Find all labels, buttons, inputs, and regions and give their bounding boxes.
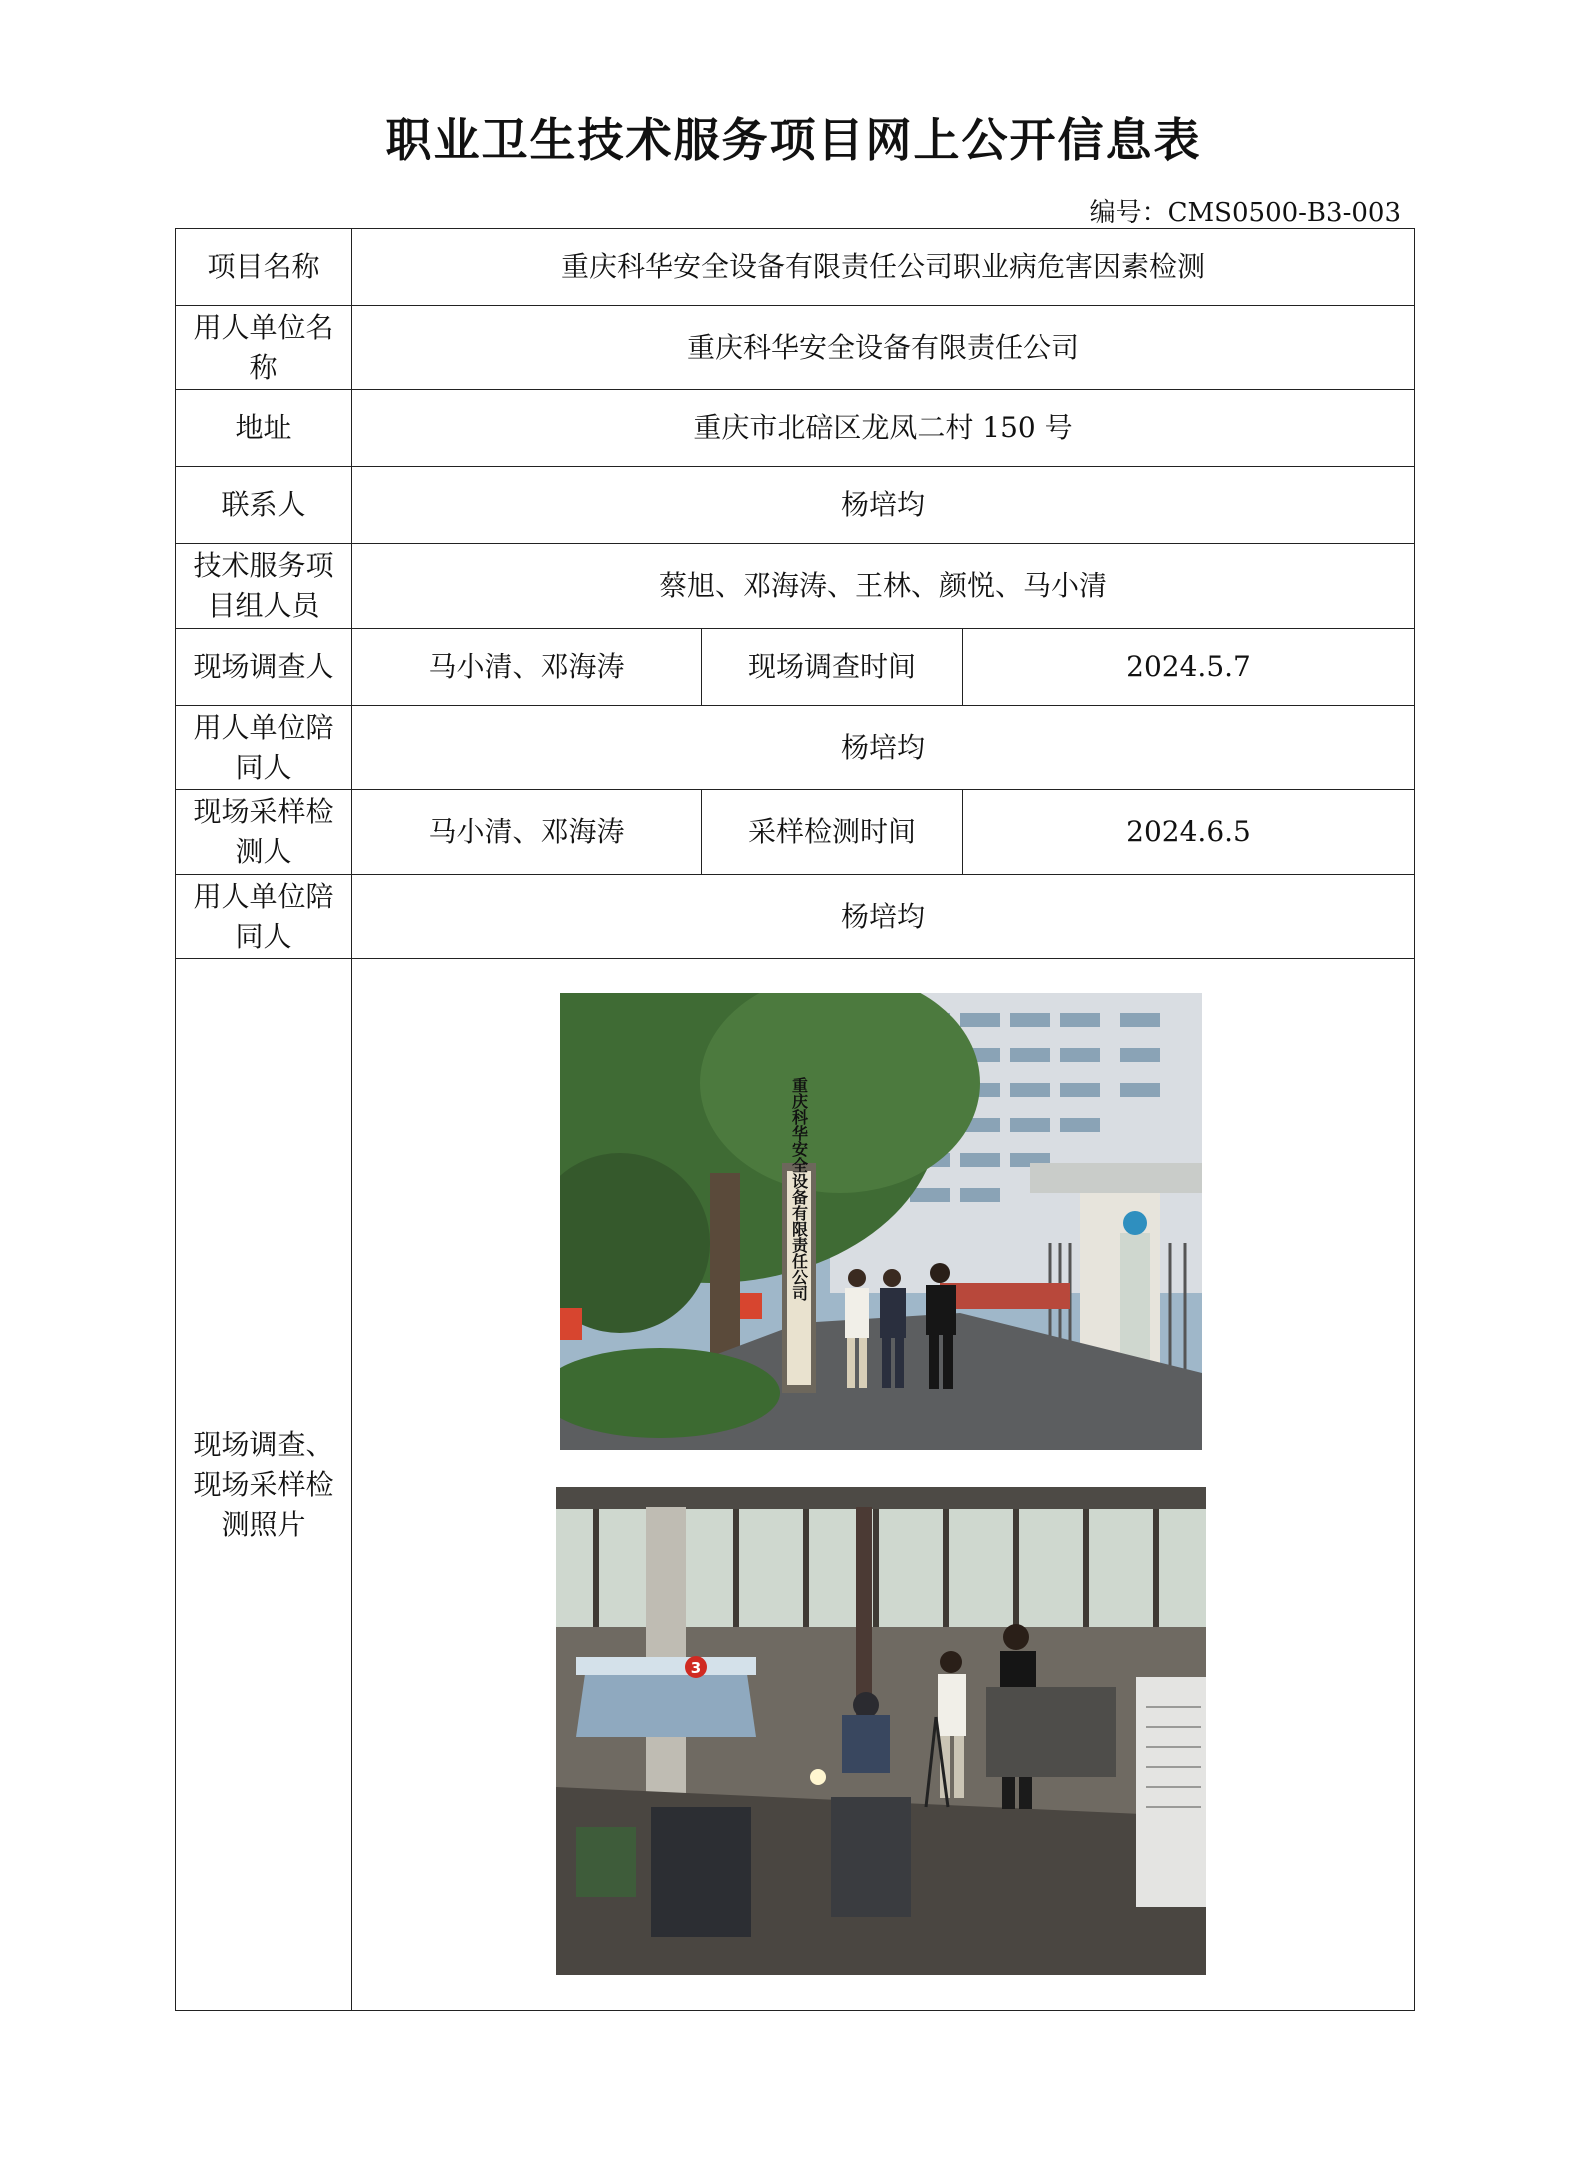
gate-sign-text: 重庆科华安全设备有限责任公司 (789, 1077, 809, 1301)
hood-badge-text: 3 (690, 1659, 702, 1677)
row-sampling-escort (176, 875, 1415, 959)
label-sampling: 现场采样检测人 (176, 790, 352, 875)
label-contact: 联系人 (176, 467, 352, 544)
workshop-photo-image (556, 1487, 1206, 1975)
photo-workshop-sampling (556, 1487, 1206, 1975)
label-survey-time: 现场调查时间 (702, 629, 963, 706)
row-project-name (176, 229, 1415, 306)
value-survey-time: 2024.5.7 (963, 629, 1415, 706)
label-survey-escort: 用人单位陪同人 (176, 706, 352, 790)
document-code: 编号：CMS0500-B3-003 (1089, 198, 1401, 228)
value-survey: 马小清、邓海涛 (352, 629, 702, 706)
row-contact (176, 467, 1415, 544)
label-sampling-escort: 用人单位陪同人 (176, 875, 352, 959)
row-employer-name (176, 306, 1415, 390)
info-table (175, 228, 1415, 2011)
photos-cell (352, 959, 1415, 2011)
label-employer-name: 用人单位名称 (176, 306, 352, 390)
value-sampling-escort: 杨培均 (352, 875, 1415, 959)
photos-area (352, 959, 1414, 2010)
label-survey: 现场调查人 (176, 629, 352, 706)
row-team (176, 544, 1415, 629)
value-contact: 杨培均 (352, 467, 1415, 544)
value-sampling: 马小清、邓海涛 (352, 790, 702, 875)
gate-photo-image (560, 993, 1202, 1450)
label-photos: 现场调查、现场采样检测照片 (176, 959, 352, 2011)
label-address: 地址 (176, 390, 352, 467)
row-address (176, 390, 1415, 467)
photo-company-gate (560, 993, 1202, 1450)
label-project-name: 项目名称 (176, 229, 352, 306)
row-survey-escort (176, 706, 1415, 790)
value-team: 蔡旭、邓海涛、王林、颜悦、马小清 (352, 544, 1415, 629)
page-title: 职业卫生技术服务项目网上公开信息表 (385, 113, 1202, 167)
row-survey (176, 629, 1415, 706)
value-survey-escort: 杨培均 (352, 706, 1415, 790)
label-team: 技术服务项目组人员 (176, 544, 352, 629)
row-photos (176, 959, 1415, 2011)
label-sampling-time: 采样检测时间 (702, 790, 963, 875)
value-address: 重庆市北碚区龙凤二村 150 号 (352, 390, 1415, 467)
value-employer-name: 重庆科华安全设备有限责任公司 (352, 306, 1415, 390)
value-sampling-time: 2024.6.5 (963, 790, 1415, 875)
row-sampling (176, 790, 1415, 875)
value-project-name: 重庆科华安全设备有限责任公司职业病危害因素检测 (352, 229, 1415, 306)
